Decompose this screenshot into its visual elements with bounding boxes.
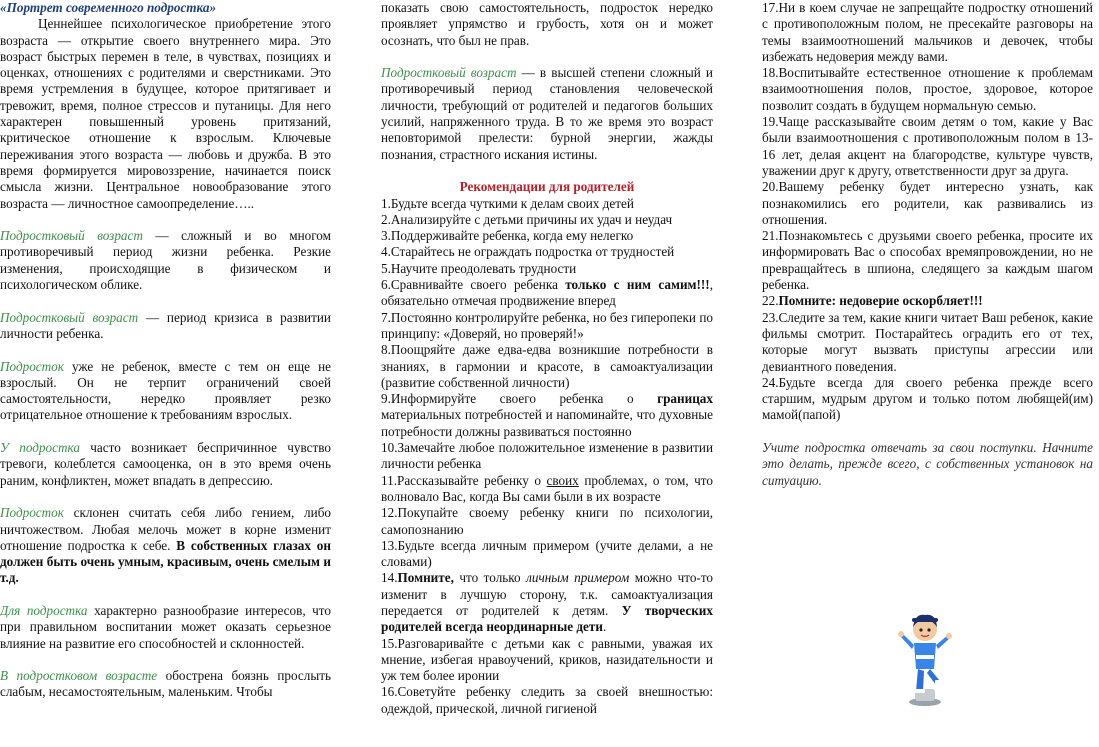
lead: Для подростка — [0, 602, 88, 618]
text: обострена боязнь прослыть слабым, несамостоятельным, маленьким. Чтобы — [0, 668, 332, 700]
lead: У подростка — [0, 440, 80, 456]
column-right — [762, 0, 1093, 489]
recommendation-item: 23.Следите за тем, какие книги читает Ваш ребенок, какие фильмы смотрит. Постарайтесь оградить его от тех, которые могут вызвать приступы агрессии или девиантного поведения. — [762, 309, 1093, 374]
paragraph — [0, 359, 331, 424]
emphasis: У творческих родителей всегда неординарные дети — [381, 602, 713, 635]
text: 9.Информируйте своего ребенка о — [381, 391, 658, 407]
column-left — [0, 0, 331, 701]
lead: Подростковый возраст — [0, 228, 143, 244]
emphasis: границах — [657, 391, 713, 407]
paragraph — [0, 310, 331, 343]
text: склонен считать себя либо гением, либо ничтожеством. Любая мелочь может в корне изменит отношение подростка к себе. — [0, 505, 331, 553]
text: что только — [453, 570, 527, 586]
paragraph — [0, 668, 331, 701]
text: — в высшей степени сложный и противоречивый период становления человеческой личности, требующий от родителей и педагогов больших усилий, напряженного труда. В то же время это возраст неповторимой прелести: бурной энергии, жажды познания, страстного искания истины. — [381, 65, 713, 162]
emphasis: В собственных глазах он должен быть очень умным, красивым, очень смелым и т.д. — [0, 537, 331, 586]
text: . — [603, 619, 607, 635]
recommendation-item: 18.Воспитывайте естественное отношение к проблемам взаимоотношения полов, простое, здоровое, которое позволит создать в будущем нормальную семью. — [762, 65, 1093, 113]
recommendation-item: 3.Поддерживайте ребенка, когда ему нелегко — [381, 228, 634, 244]
cartoon-boy-figure-icon — [898, 603, 952, 707]
recommendation-item: 16.Советуйте ребенку следить за своей внешностью: одеждой, прической, личной гигиеной — [381, 684, 713, 716]
recommendation-item — [762, 293, 1093, 309]
recommendation-item: 21.Познакомьтесь с друзьями своего ребенка, просите их информировать Вас о способах времяпровождении, но не превращайтесь в шпиона, следящего за каждым шагом ребенка. — [762, 228, 1093, 293]
text: 14. — [381, 570, 398, 586]
recommendation-item: 17.Ни в коем случае не запрещайте подростку отношений с противоположным полом, не пресекайте разговоры на темы взаимоотношений мальчиков и девочек, чтобы избежать недоверия между вами. — [762, 0, 1093, 64]
recommendation-item: 24.Будьте всегда для своего ребенка прежде всего старшим, мудрым другом и только потом любящей(им) мамой(папой) — [762, 374, 1093, 423]
text: , обязательно отмечая продвижение вперед — [381, 277, 714, 309]
text: — период кризиса в развитии личности ребенка. — [0, 309, 331, 341]
emphasis: Помните, — [397, 570, 454, 586]
lead: Подросток — [0, 358, 64, 374]
recommendation-item: 5.Научите преодолевать трудности — [381, 260, 577, 276]
lead: Подростковый возраст — [0, 309, 139, 325]
text: 11.Рассказывайте ребенку о — [381, 472, 547, 488]
paragraph — [0, 228, 331, 293]
paragraph: показать свою самостоятельность, подросток нередко проявляет упрямство и грубость, хотя он и может осознать, что был не прав. — [381, 0, 713, 48]
italic-phrase: личным примером — [526, 570, 630, 586]
recommendation-item: 12.Покупайте своему ребенку книги по психологии, самопознанию — [381, 505, 713, 537]
text: характерно разнообразие интересов, что при правильном воспитании может оказать серьезное влияние на развитие его способностей и склонностей. — [0, 602, 331, 651]
paragraph — [0, 603, 331, 652]
recommendation-item — [381, 570, 713, 635]
recommendation-item: 15.Разговаривайте с детьми как с равными, уважая их мнение, избегая нравоучений, криков, назидательности и уж тем более иронии — [381, 635, 713, 684]
lead: Подростковый возраст — [381, 65, 517, 81]
emphasis: Помните: недоверие оскорбляет!!! — [778, 293, 983, 309]
recommendation-item — [381, 391, 713, 440]
title: «Портрет современного подростка» — [0, 0, 217, 15]
recommendation-item: 13.Будьте всегда личным примером (учите делами, а не словами) — [381, 537, 713, 570]
paragraph — [0, 505, 331, 586]
recommendation-item: 4.Старайтесь не ограждать подростка от трудностей — [381, 244, 675, 260]
paragraph — [381, 65, 713, 163]
text: 22. — [762, 293, 779, 309]
lead: В подростковом возрасте — [0, 668, 158, 684]
recommendations-heading: Рекомендации для родителей — [459, 179, 635, 195]
text: материальных потребностей и напоминайте, что духовные потребности должны развиваться постоянно — [381, 407, 713, 439]
text: — сложный и во многом противоречивый период жизни ребенка. Резкие изменения, происходящие в физическом и психологическом облике. — [0, 228, 331, 293]
recommendation-item: 1.Будьте всегда чуткими к делам своих детей — [381, 195, 634, 211]
recommendation-item: 2.Анализируйте с детьми причины их удач и неудач — [381, 211, 673, 227]
underline-word: своих — [546, 472, 579, 488]
emphasis: только с ним самим!!! — [565, 277, 710, 293]
recommendation-item — [381, 277, 713, 310]
recommendation-item: 19.Чаще рассказывайте своим детям о том, какие у Вас были взаимоотношения с противоположным полом в 13-16 лет, делая акцент на благородстве, культуре чувств, уважении друг к другу, ответственности друг за друга. — [762, 114, 1093, 178]
text: уже не ребенок, вместе с тем он еще не взрослый. Он не терпит ограничений своей самостоятельности, нередко проявляет резко отрицательное отношение к требованиям взрослых. — [0, 358, 331, 423]
text: можно что-то изменит в лучшую сторону, т.к. самоактуализация передается от родителей к детям. — [381, 570, 714, 618]
recommendation-item — [381, 473, 713, 506]
text: часто возникает беспричинное чувство тревоги, колеблется самооценка, он в это время очень раним, конфликтен, может впадать в депрессию. — [0, 440, 332, 488]
text: проблемах, о том, что волновало Вас, когда Вы сами были в их возрасте — [381, 472, 713, 504]
recommendation-item: 20.Вашему ребенку будет интересно узнать, как познакомились его родители, как развивались из отношения. — [762, 179, 1093, 227]
column-middle — [381, 0, 713, 717]
recommendation-item: 10.Замечайте любое положительное изменение в развитии личности ребенка — [381, 440, 713, 472]
recommendation-item: 8.Поощряйте даже едва-едва возникшие потребности в знаниях, в гармонии и красоте, в самоактуализации (развитие собственной личности) — [381, 342, 713, 390]
intro-paragraph: Ценнейшее психологическое приобретение этого возраста — открытие своего внутреннего мира. Это возраст быстрых перемен в теле, в чувствах, позициях и оценках, отношениях с родителями и сверстниками. Это время устремления в будущее, которое притягивает и тревожит, время, полное стрессов и путаницы. Для него характерен повышенный уровень притязаний, критическое отношение к взрослым. Ключевые переживания этого возраста — любовь и дружба. В это время формируется мировоззрение, начинается поиск смысла жизни. Центральное новообразование этого возраста — личностное самоопределение….. — [0, 16, 331, 211]
paragraph — [0, 440, 331, 489]
recommendation-item: 7.Постоянно контролируйте ребенка, но без гиперопеки по принципу: «Доверяй, но проверяй!» — [381, 309, 713, 341]
text: 6.Сравнивайте своего ребенка — [381, 277, 566, 293]
lead: Подросток — [0, 505, 64, 521]
closing-note: Учите подростка отвечать за свои поступки. Начните это делать, прежде всего, с собственных установок на ситуацию. — [762, 440, 1093, 488]
